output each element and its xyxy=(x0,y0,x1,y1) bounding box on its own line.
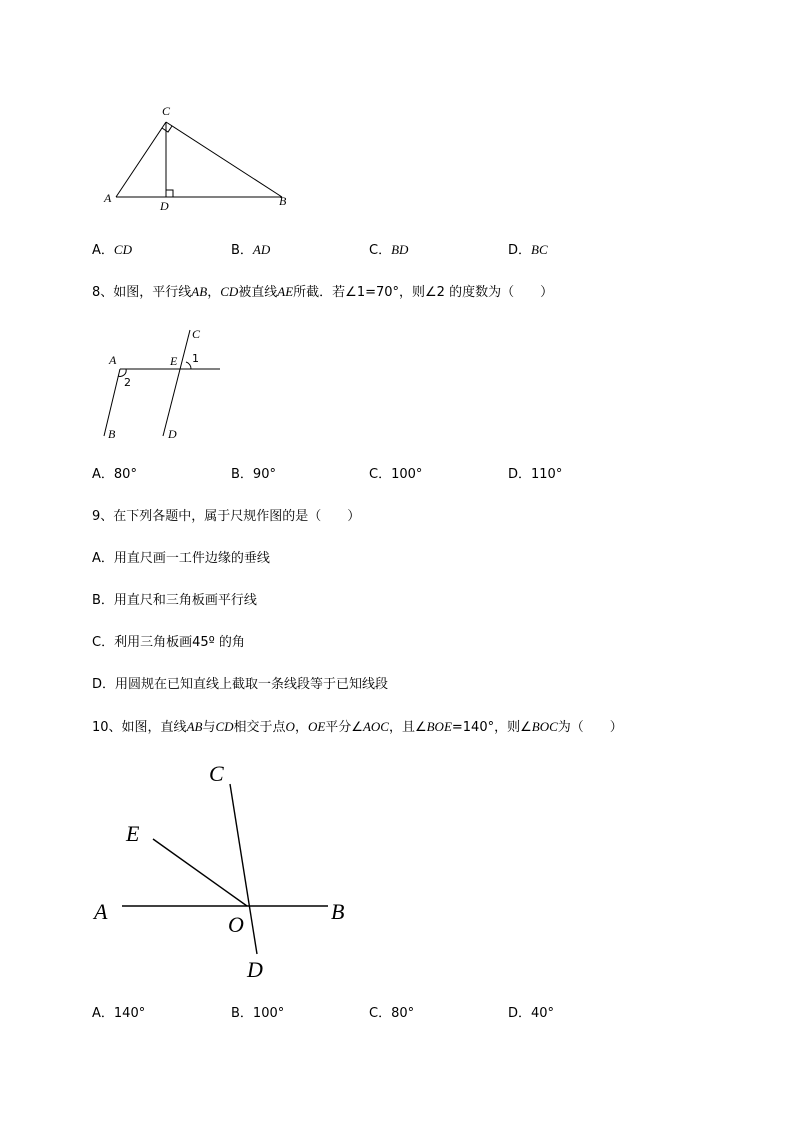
q10-option-b[interactable]: B．100° xyxy=(231,1006,285,1021)
label-o: O xyxy=(228,912,244,937)
side-cb xyxy=(166,122,282,197)
q8-option-c[interactable]: C．100° xyxy=(369,467,423,482)
label-b: B xyxy=(331,899,345,924)
label-a: A xyxy=(104,191,112,205)
q10-option-a[interactable]: A．140° xyxy=(92,1006,146,1021)
label-a: A xyxy=(109,353,117,367)
label-b: B xyxy=(279,194,287,208)
q8-stem: 8、如图，平行线AB，CD被直线AE所截．若∠1=70°，则∠2 的度数为（ ） xyxy=(92,284,554,300)
label-c: C xyxy=(192,327,201,341)
q7-option-d[interactable]: D．BC xyxy=(508,242,548,258)
side-ac xyxy=(116,122,166,197)
q7-option-a[interactable]: A．CD xyxy=(92,242,132,258)
label-d: D xyxy=(160,199,169,213)
line-ab xyxy=(104,369,120,436)
line-cd xyxy=(163,330,190,436)
label-b: B xyxy=(108,427,116,441)
right-angle-mark-c xyxy=(162,126,172,132)
q10-option-d[interactable]: D．40° xyxy=(508,1006,555,1021)
parallel-lines-figure xyxy=(100,322,230,444)
right-angle-mark-d xyxy=(166,190,173,197)
angle-1-arc xyxy=(186,362,191,369)
q9-option-c[interactable]: C．利用三角板画45º 的角 xyxy=(92,635,245,650)
q10-stem: 10、如图，直线AB与CD相交于点O，OE平分∠AOC，且∠BOE=140°，则∠BOC为（ ） xyxy=(92,719,623,735)
q9-stem: 9、在下列各题中，属于尺规作图的是（ ） xyxy=(92,509,361,524)
q7-options xyxy=(92,241,712,259)
q8-option-a[interactable]: A．80° xyxy=(92,467,137,482)
label-a: A xyxy=(94,899,108,924)
q9-option-d[interactable]: D．用圆规在已知直线上截取一条线段等于已知线段 xyxy=(92,677,389,692)
intersecting-lines-figure xyxy=(90,758,360,983)
label-d: D xyxy=(247,957,263,982)
q8-option-d[interactable]: D．110° xyxy=(508,467,563,482)
label-c: C xyxy=(209,761,224,786)
label-e: E xyxy=(126,821,140,846)
triangle-altitude-figure xyxy=(100,100,300,215)
q7-option-b[interactable]: B．AD xyxy=(231,242,271,258)
q8-option-b[interactable]: B．90° xyxy=(231,467,276,482)
label-2: 2 xyxy=(124,376,131,389)
q10-option-c[interactable]: C．80° xyxy=(369,1006,415,1021)
q7-option-c[interactable]: C．BD xyxy=(369,242,409,258)
q10-options xyxy=(92,1005,712,1023)
q9-option-b[interactable]: B．用直尺和三角板画平行线 xyxy=(92,593,257,608)
label-c: C xyxy=(162,104,171,118)
q9-option-a[interactable]: A．用直尺画一工件边缘的垂线 xyxy=(92,551,270,566)
label-d: D xyxy=(168,427,177,441)
label-1: 1 xyxy=(192,352,199,365)
label-e: E xyxy=(170,354,178,368)
ray-oe xyxy=(153,839,247,906)
q8-options xyxy=(92,466,712,484)
